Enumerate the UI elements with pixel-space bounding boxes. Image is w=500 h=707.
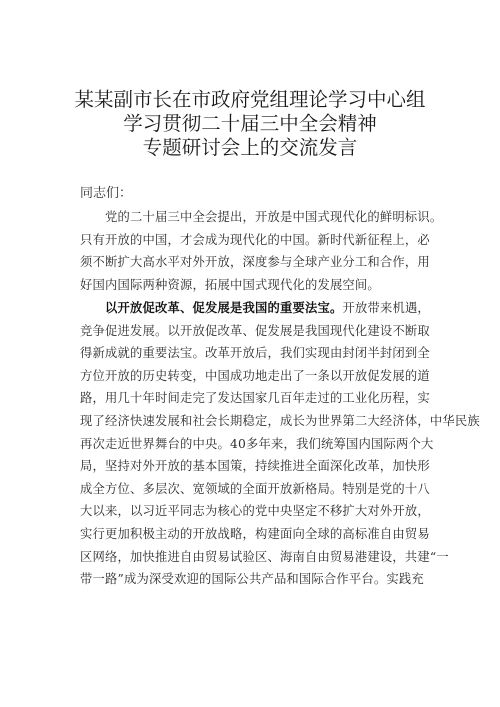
paragraph-line: 得新成就的重要法宝。改革开放后，我们实现由封闭半封闭到全 [80, 346, 430, 361]
paragraph-line: 带一路”成为深受欢迎的国际公共产品和国际合作平台。实践充 [80, 572, 424, 587]
paragraph-line: 再次走近世界舞台的中央。40多年来，我们统筹国内国际两个大 [80, 436, 434, 451]
paragraph-line: 成全方位、多层次、宽领域的全面开放新格局。特别是党的十八 [80, 481, 430, 496]
paragraph-line: 竞争促进发展。以开放促改革、促发展是我国现代化建设不断取 [80, 323, 430, 338]
paragraph-line: 大以来，以习近平同志为核心的党中央坚定不移扩大对外开放， [80, 504, 430, 519]
paragraph-line: 好国内国际两种资源，拓展中国式现代化的发展空间。 [80, 277, 380, 292]
title-line-2: 学习贯彻二十届三中全会精神 [123, 112, 377, 135]
title-line-3: 专题研讨会上的交流发言 [142, 136, 358, 159]
paragraph-line: 局，坚持对外开放的基本国策，持续推进全面深化改革，加快形 [80, 459, 430, 474]
paragraph-line: 区网络，加快推进自由贸易试验区、海南自由贸易港建设，共建“一 [80, 549, 449, 564]
paragraph-line: 党的二十届三中全会提出，开放是中国式现代化的鲜明标识。 [105, 210, 443, 224]
document-title [60, 88, 440, 160]
paragraph-first-line [80, 297, 435, 320]
paragraph-line: 方位开放的历史转变，中国成功地走出了一条以开放促发展的道 [80, 368, 430, 383]
title-line-1: 某某副市长在市政府党组理论学习中心组 [74, 88, 426, 111]
paragraph-heading: 以开放促改革、促发展是我国的重要法宝。 [105, 300, 343, 315]
paragraph-first-line-rest: 开放带来机遇， [342, 301, 430, 315]
paragraph-2 [80, 297, 480, 591]
paragraph-line: 路，用几十年时间走完了发达国家几百年走过的工业化历程，实 [80, 391, 430, 406]
salutation: 同志们： [80, 186, 133, 201]
paragraph-1 [80, 206, 443, 296]
paragraph-line: 现了经济快速发展和社会长期稳定，成长为世界第二大经济体，中华民族 [80, 413, 480, 428]
paragraph-line: 只有开放的中国，才会成为现代化的中国。新时代新征程上，必 [80, 232, 430, 247]
paragraph-line: 实行更加积极主动的开放战略，构建面向全球的高标准自由贸易 [80, 526, 430, 541]
paragraph-line: 须不断扩大高水平对外开放，深度参与全球产业分工和合作，用 [80, 255, 430, 270]
